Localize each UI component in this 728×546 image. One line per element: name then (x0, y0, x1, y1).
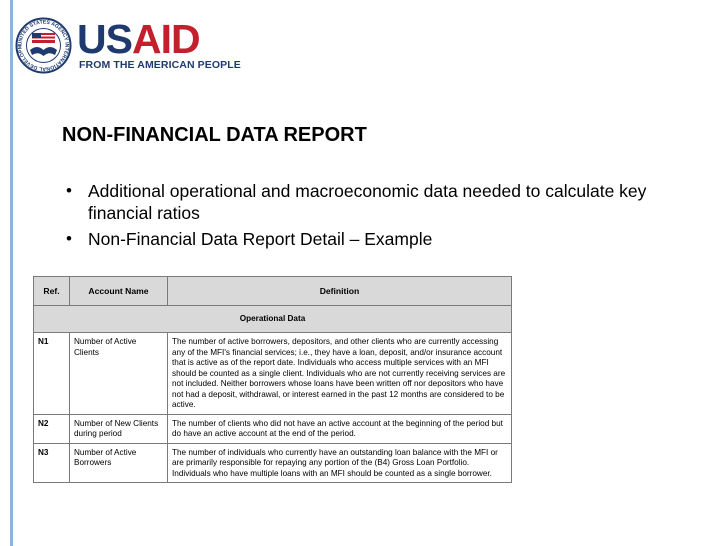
row-definition: The number of active borrowers, depositors, and other clients who are currently accessing any of the MFI's financial services; i.e., they have a loan, deposit, and/or insurance account that is active as of the report date. Individuals who access multiple services with an MFI should be counted as a single client. Individuals who are not currently receiving services are not included. Neither borrowers whose loans have been written off nor depositors who have not had a deposit, withdrawal, or interest earned in the past 12 months are considered to be active. (168, 333, 512, 415)
bullet-dot-icon: • (66, 229, 72, 248)
wordmark-aid: AID (131, 16, 200, 62)
row-account-name: Number of New Clients during period (70, 414, 168, 443)
table-row (34, 333, 512, 415)
header-definition: Definition (168, 277, 512, 306)
logo-tagline: FROM THE AMERICAN PEOPLE (79, 59, 241, 71)
table-section-row (34, 306, 512, 333)
bullet-list (62, 180, 662, 254)
row-definition: The number of clients who did not have an active account at the beginning of the period but do have an active account at the end of the period. (168, 414, 512, 443)
header-ref: Ref. (34, 277, 70, 306)
usaid-seal-icon (15, 17, 72, 74)
bullet-text: Non-Financial Data Report Detail – Example (88, 229, 433, 249)
section-operational-data: Operational Data (34, 306, 512, 333)
table-header-row (34, 277, 512, 306)
row-account-name: Number of Active Clients (70, 333, 168, 415)
row-ref: N1 (34, 333, 70, 415)
table-row (34, 443, 512, 483)
left-border-rule (10, 0, 13, 546)
usaid-wordmark (77, 16, 200, 62)
bullet-dot-icon: • (66, 181, 72, 200)
bullet-item (62, 228, 662, 250)
row-definition: The number of individuals who currently have an outstanding loan balance with the MFI or are primarily responsible for repaying any portion of the (B4) Gross Loan Portfolio. Individuals who have multiple loans with an MFI should be counted as a single borrower. (168, 443, 512, 483)
bullet-item (62, 180, 662, 224)
row-ref: N3 (34, 443, 70, 483)
usaid-logo (15, 16, 241, 75)
seal-ring-text: UNITED STATES AGENCY INTERNATIONAL DEVELOPM (17, 19, 70, 72)
header-account-name: Account Name (70, 277, 168, 306)
wordmark-us: US (77, 16, 132, 62)
non-financial-data-table (33, 276, 512, 483)
slide-title: NON-FINANCIAL DATA REPORT (62, 124, 367, 146)
row-account-name: Number of Active Borrowers (70, 443, 168, 483)
table-row (34, 414, 512, 443)
bullet-text: Additional operational and macroeconomic data needed to calculate key financial ratios (88, 181, 647, 223)
row-ref: N2 (34, 414, 70, 443)
